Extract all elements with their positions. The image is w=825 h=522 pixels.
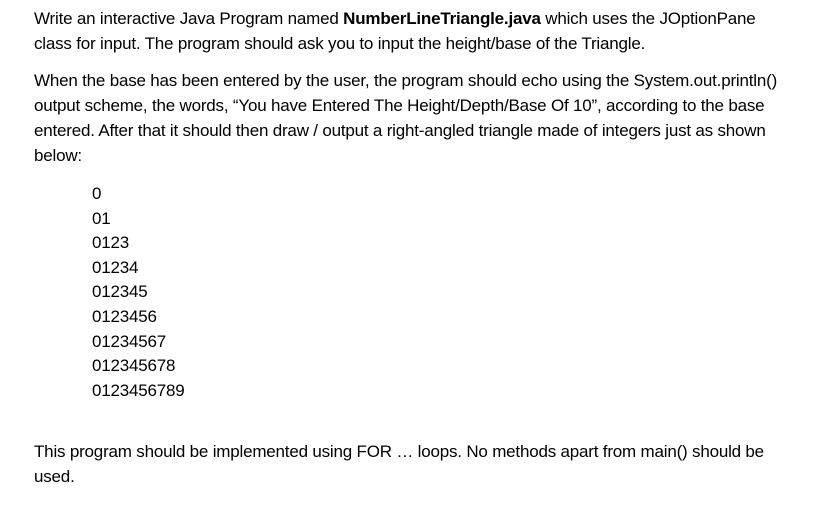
triangle-line: 01234	[92, 257, 139, 277]
triangle-line: 0123456	[92, 306, 157, 326]
triangle-line: 012345	[92, 282, 148, 302]
program-filename: NumberLineTriangle.java	[343, 9, 541, 28]
triangle-line: 0123	[92, 233, 130, 253]
triangle-line: 012345678	[92, 356, 176, 376]
instructions-paragraph: When the base has been entered by the user, the program should echo using the System.out.println() output scheme, the words, “You have Entered The Height/Depth/Base Of 10”, according to the base entered. After that it should then draw / output a right-angled triangle made of integers just as shown below:	[34, 71, 778, 165]
triangle-line: 0	[92, 184, 102, 203]
intro-text-before: Write an interactive Java Program named	[34, 9, 344, 28]
requirements-paragraph: This program should be implemented using FOR … loops. No methods apart from main() should be used.	[34, 442, 764, 487]
triangle-line: 0123456789	[92, 380, 185, 400]
document-body	[34, 6, 794, 489]
triangle-line: 01	[92, 208, 111, 228]
intro-paragraph	[34, 6, 794, 56]
intro-text-after: which uses the JOptionPane class for input. The program should ask you to input the height/base of the Triangle.	[34, 9, 756, 53]
number-triangle	[92, 182, 794, 403]
triangle-line: 01234567	[92, 331, 167, 351]
